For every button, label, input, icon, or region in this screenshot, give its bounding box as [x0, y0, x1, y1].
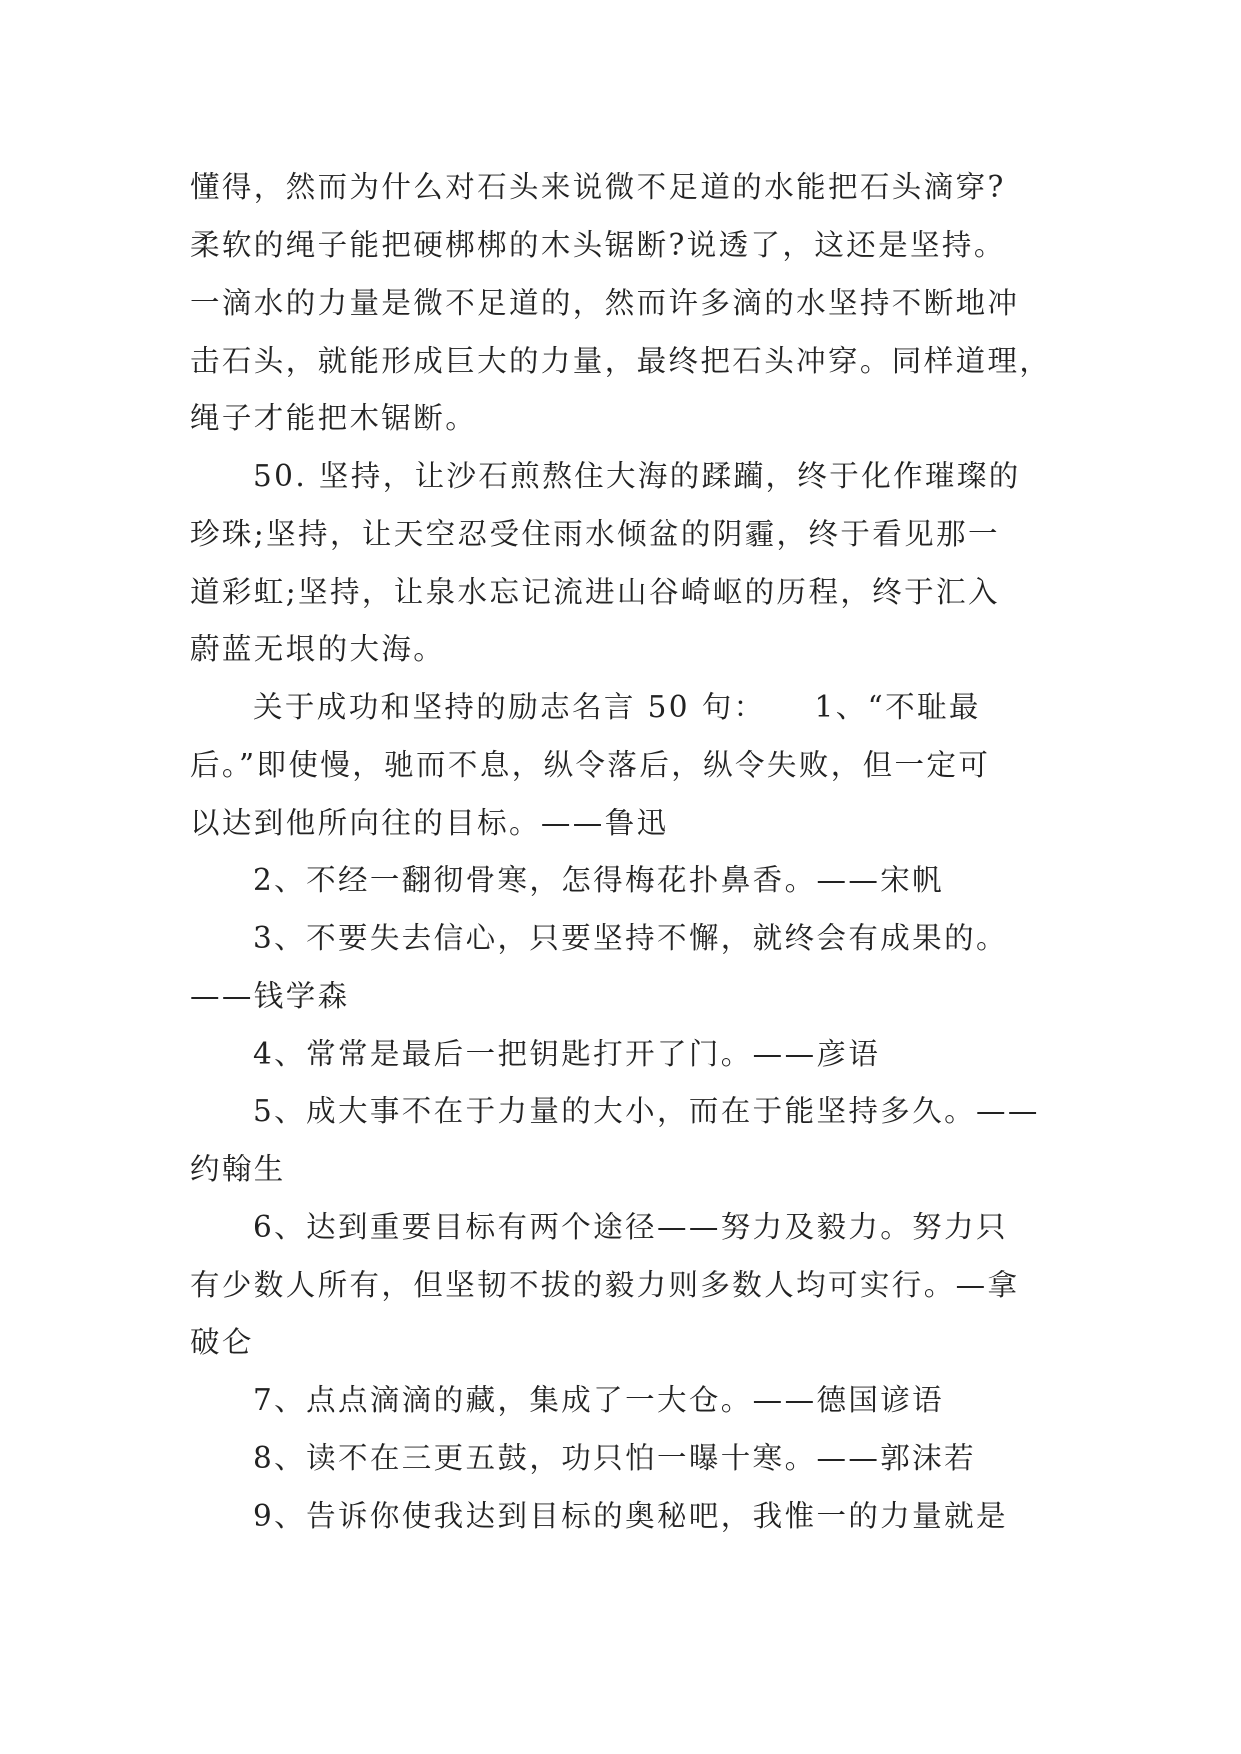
text-line: 8、读不在三更五鼓，功只怕一曝十寒。——郭沫若	[253, 1441, 976, 1475]
text-line: 7、点点滴滴的藏，集成了一大仓。——德国谚语	[253, 1383, 945, 1417]
text-line: 有少数人所有，但坚韧不拔的毅力则多数人均可实行。—拿	[190, 1268, 1020, 1302]
text-line: 以达到他所向往的目标。——鲁迅	[190, 806, 669, 840]
text-line: 3、不要失去信心，只要坚持不懈，就终会有成果的。	[253, 921, 1008, 955]
text-line: 绳子才能把木锯断。	[190, 401, 478, 435]
text-line: 2、不经一翻彻骨寒，怎得梅花扑鼻香。——宋帆	[253, 863, 945, 897]
text-line: 5、成大事不在于力量的大小，而在于能坚持多久。——	[253, 1094, 1040, 1128]
text-line: 珍珠;坚持，让天空忍受住雨水倾盆的阴霾，终于看见那一	[190, 517, 1000, 551]
text-line: 9、告诉你使我达到目标的奥秘吧，我惟一的力量就是	[253, 1499, 1008, 1533]
text-line: 关于成功和坚持的励志名言 50 句： 1、“不耻最	[253, 690, 981, 724]
text-line: 约翰生	[190, 1152, 286, 1186]
text-line: 柔软的绳子能把硬梆梆的木头锯断?说透了，这还是坚持。	[190, 228, 1006, 262]
text-line: 懂得，然而为什么对石头来说微不足道的水能把石头滴穿?	[190, 170, 1006, 204]
text-line: 后。”即使慢，驰而不息，纵令落后，纵令失败，但一定可	[190, 748, 991, 782]
text-line: 6、达到重要目标有两个途径——努力及毅力。努力只	[253, 1210, 1008, 1244]
text-line: 一滴水的力量是微不足道的，然而许多滴的水坚持不断地冲	[190, 286, 1020, 320]
text-line: 道彩虹;坚持，让泉水忘记流进山谷崎岖的历程，终于汇入	[190, 575, 1000, 609]
text-line: 蔚蓝无垠的大海。	[190, 632, 446, 666]
text-line: 50. 坚持，让沙石煎熬住大海的蹂躏，终于化作璀璨的	[253, 459, 1021, 493]
text-line: 破仑	[190, 1325, 254, 1359]
text-line: ——钱学森	[190, 979, 350, 1013]
text-line: 4、常常是最后一把钥匙打开了门。——彦语	[253, 1037, 881, 1071]
text-line: 击石头，就能形成巨大的力量，最终把石头冲穿。同样道理，	[190, 344, 1052, 378]
